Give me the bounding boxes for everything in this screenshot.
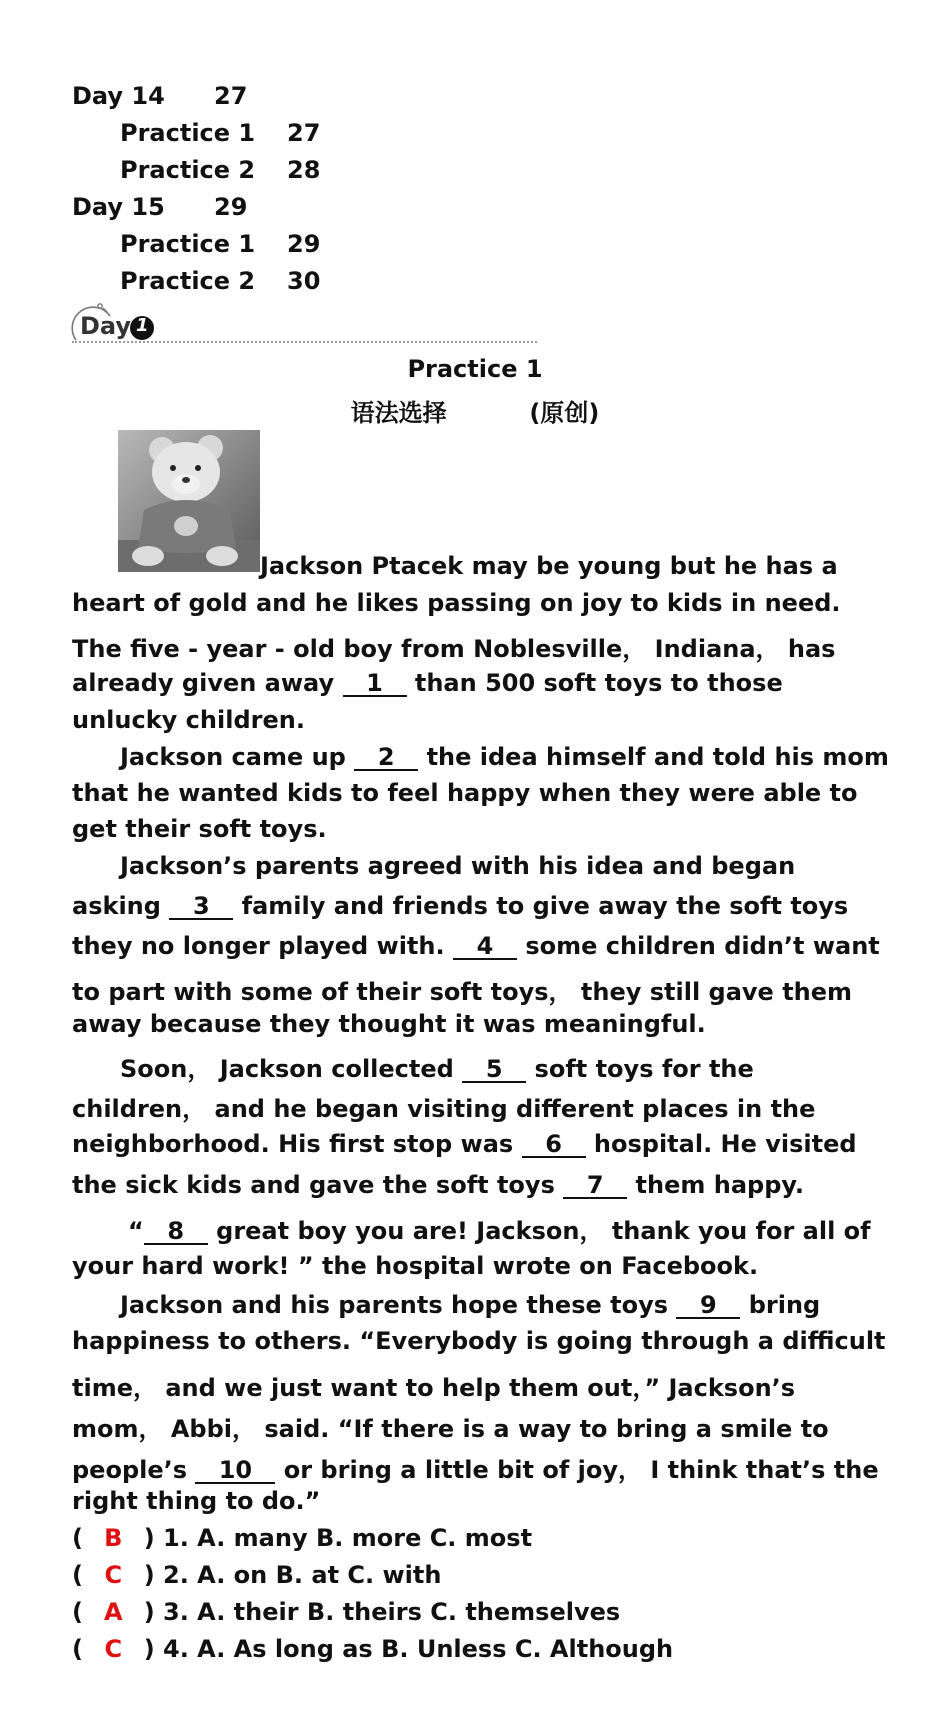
question-stem: ) 4. A. As long as B. Unless C. Although — [143, 1635, 674, 1663]
passage-line — [120, 1049, 754, 1084]
blank-5: 5 — [462, 1057, 526, 1083]
passage-text: they no longer played with. — [72, 932, 453, 960]
passage-text: Jackson came up — [120, 743, 355, 771]
passage-line: right thing to do.” — [72, 1487, 321, 1515]
toc-label: Practice 2 — [120, 267, 256, 295]
passage-line: children， and he began visiting different places in the — [72, 1095, 816, 1123]
passage-line — [120, 1291, 820, 1319]
toc-page: 27 — [287, 119, 321, 147]
toc-entry[interactable] — [120, 230, 321, 258]
answer-paren: ( — [72, 1598, 83, 1626]
passage-line: mom， Abbi， said. “If there is a way to bring a smile to — [72, 1415, 829, 1443]
passage-text: the sick kids and gave the soft toys — [72, 1171, 564, 1199]
passage-text: neighborhood. His first stop was — [72, 1130, 522, 1158]
passage-text: or bring a little bit of joy， I think that’s the — [275, 1456, 879, 1484]
passage-text: soft toys for the — [526, 1055, 754, 1083]
passage-line: get their soft toys. — [72, 815, 327, 843]
toc-entry[interactable] — [72, 193, 248, 221]
passage-text: them happy. — [627, 1171, 804, 1199]
blank-4: 4 — [453, 934, 517, 960]
answer-paren: ( — [72, 1524, 83, 1552]
passage-text: than 500 soft toys to those — [406, 669, 783, 697]
blank-1: 1 — [343, 671, 407, 697]
passage-text: the idea himself and told his mom — [418, 743, 889, 771]
blank-9: 9 — [676, 1293, 740, 1319]
passage-line: away because they thought it was meaningful. — [72, 1010, 706, 1038]
toc-entry[interactable] — [120, 267, 321, 295]
passage-line: to part with some of their soft toys， they still gave them — [72, 978, 853, 1006]
answer-key: B — [104, 1524, 123, 1552]
question-stem: ) 2. A. on B. at C. with — [143, 1561, 442, 1589]
passage-text: already given away — [72, 669, 343, 697]
blank-6: 6 — [522, 1132, 586, 1158]
toc-label: Practice 1 — [120, 119, 256, 147]
teddy-bear-illustration — [118, 430, 260, 572]
passage-text: Jackson and his parents hope these toys — [120, 1291, 677, 1319]
passage-line — [72, 669, 783, 697]
question-item — [72, 1598, 620, 1626]
toc-page: 28 — [287, 156, 321, 184]
blank-2: 2 — [354, 745, 418, 771]
passage-text: people’s — [72, 1456, 196, 1484]
toc-page: 27 — [214, 82, 248, 110]
question-item — [72, 1561, 441, 1589]
day-badge-number: 1 — [136, 315, 149, 336]
passage-line: happiness to others. “Everybody is going through a difficult — [72, 1327, 886, 1355]
passage-line — [72, 932, 880, 960]
section-title: 语法选择 — [350, 399, 447, 427]
answer-paren: ( — [72, 1635, 83, 1663]
toc-label: Day 14 — [72, 82, 165, 110]
blank-3: 3 — [169, 894, 233, 920]
toc-entry[interactable] — [120, 119, 321, 147]
passage-line: Jackson Ptacek may be young but he has a — [260, 552, 838, 580]
blank-8: 8 — [144, 1219, 208, 1245]
passage-line: The five - year - old boy from Noblesville， Indiana， has — [72, 635, 836, 663]
toc-entry[interactable] — [120, 156, 321, 184]
question-item — [72, 1524, 532, 1552]
toc-page: 30 — [287, 267, 321, 295]
blank-10: 10 — [195, 1458, 275, 1484]
answer-key: C — [104, 1635, 123, 1663]
day-badge — [70, 302, 160, 346]
passage-line: time， and we just want to help them out，” Jackson’s — [72, 1374, 796, 1402]
blank-7: 7 — [563, 1173, 627, 1199]
passage-line: your hard work! ” the hospital wrote on Facebook. — [72, 1252, 759, 1280]
passage-line — [128, 1211, 871, 1246]
answer-key: A — [104, 1598, 123, 1626]
section-heading — [0, 393, 950, 428]
toc-label: Day 15 — [72, 193, 165, 221]
passage-line — [120, 743, 889, 771]
passage-line — [72, 1171, 804, 1199]
divider — [72, 341, 537, 343]
page-title: Practice 1 — [407, 355, 543, 383]
toc-page: 29 — [287, 230, 321, 258]
passage-line: unlucky children. — [72, 706, 305, 734]
toc-label: Practice 1 — [120, 230, 256, 258]
answer-paren: ( — [72, 1561, 83, 1589]
passage-text: “ — [128, 1217, 144, 1245]
passage-text: hospital. He visited — [585, 1130, 857, 1158]
passage-text: asking — [72, 892, 170, 920]
passage-text: family and friends to give away the soft toys — [233, 892, 849, 920]
passage-line — [72, 892, 848, 920]
passage-text: some children didn’t want — [516, 932, 880, 960]
toc-label: Practice 2 — [120, 156, 256, 184]
day-badge-label: Day — [80, 312, 132, 340]
answer-key: C — [104, 1561, 123, 1589]
toc-entry[interactable] — [72, 82, 248, 110]
question-stem: ) 1. A. many B. more C. most — [143, 1524, 533, 1552]
passage-line — [72, 1130, 857, 1158]
passage-line: that he wanted kids to feel happy when they were able to — [72, 779, 858, 807]
section-note: (原创) — [529, 399, 600, 427]
question-stem: ) 3. A. their B. theirs C. themselves — [143, 1598, 621, 1626]
question-item — [72, 1635, 673, 1663]
passage-text: bring — [740, 1291, 821, 1319]
passage-line: heart of gold and he likes passing on joy to kids in need. — [72, 589, 841, 617]
passage-line: Jackson’s parents agreed with his idea and began — [120, 852, 796, 880]
teddy-bear-image — [118, 430, 260, 572]
toc-page: 29 — [214, 193, 248, 221]
passage-line — [72, 1450, 879, 1485]
passage-text: Soon， Jackson collected — [120, 1055, 463, 1083]
passage-text: great boy you are! Jackson， thank you for all of — [207, 1217, 871, 1245]
